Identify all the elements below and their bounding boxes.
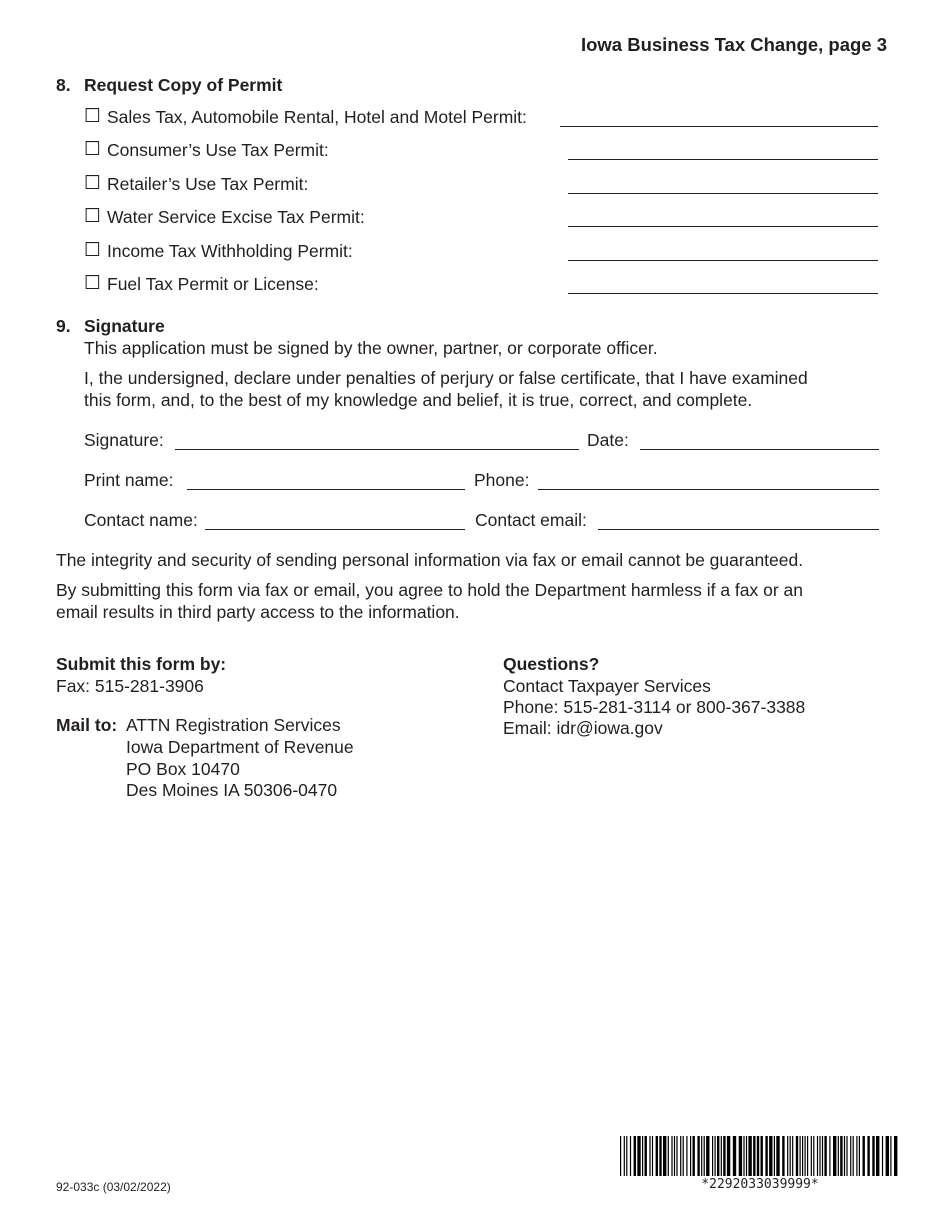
- checkbox-icon[interactable]: ☐: [84, 273, 102, 294]
- barcode-bar: [863, 1136, 865, 1176]
- print-name-label: Print name:: [84, 470, 174, 490]
- checkbox-icon[interactable]: ☐: [84, 173, 102, 194]
- barcode-bar: [715, 1136, 716, 1176]
- date-label: Date:: [587, 430, 629, 450]
- barcode-bar: [800, 1136, 801, 1176]
- barcode-bar: [872, 1136, 874, 1176]
- questions-phone: Phone: 515-281-3114 or 800-367-3388: [503, 697, 806, 717]
- barcode-bar: [787, 1136, 788, 1176]
- permit-number-field[interactable]: [568, 193, 878, 194]
- checkbox-icon[interactable]: ☐: [84, 139, 102, 160]
- permit-number-field[interactable]: [560, 126, 878, 127]
- section-8-title: Request Copy of Permit: [84, 75, 283, 95]
- barcode-bar: [846, 1136, 847, 1176]
- signature-label: Signature:: [84, 430, 164, 450]
- security-notice: The integrity and security of sending personal information via fax or email cannot be guaranteed.: [56, 550, 804, 570]
- barcode-bar: [802, 1136, 803, 1176]
- barcode-bar: [683, 1136, 684, 1176]
- checkbox-icon[interactable]: ☐: [84, 106, 102, 127]
- barcode-bar: [824, 1136, 826, 1176]
- barcode-bar: [723, 1136, 725, 1176]
- barcode-bar: [659, 1136, 661, 1176]
- barcode-bar: [663, 1136, 666, 1176]
- phone-label: Phone:: [474, 470, 530, 490]
- barcode-bar: [811, 1136, 812, 1176]
- barcode-bar: [833, 1136, 836, 1176]
- barcode-bar: [882, 1136, 883, 1176]
- contact-name-label: Contact name:: [84, 510, 198, 530]
- permit-label: Consumer’s Use Tax Permit:: [107, 140, 329, 160]
- print-name-field[interactable]: [187, 489, 465, 490]
- barcode-bar: [761, 1136, 763, 1176]
- barcode-bar: [733, 1136, 736, 1176]
- barcode-bar: [876, 1136, 879, 1176]
- barcode-bar: [782, 1136, 784, 1176]
- harmless-notice-line-2: email results in third party access to the information.: [56, 602, 460, 622]
- barcode-bar: [693, 1136, 695, 1176]
- barcode-bar: [838, 1136, 839, 1176]
- contact-name-field[interactable]: [205, 529, 465, 530]
- barcode-bar: [690, 1136, 691, 1176]
- barcode-bar: [671, 1136, 672, 1176]
- barcode-bar: [624, 1136, 625, 1176]
- barcode-bar: [686, 1136, 687, 1176]
- barcode-bar: [844, 1136, 845, 1176]
- barcode-bar: [701, 1136, 702, 1176]
- barcode-bar: [757, 1136, 759, 1176]
- mail-line-3: PO Box 10470: [126, 759, 240, 779]
- barcode-bar: [859, 1136, 860, 1176]
- barcode-bar: [674, 1136, 675, 1176]
- signature-field[interactable]: [175, 449, 579, 450]
- barcode-bar: [712, 1136, 713, 1176]
- barcode-bar: [774, 1136, 775, 1176]
- barcode-bar: [620, 1136, 621, 1176]
- barcode-bar: [886, 1136, 889, 1176]
- barcode-bar: [642, 1136, 643, 1176]
- barcode-bar: [819, 1136, 820, 1176]
- permit-number-field[interactable]: [568, 159, 878, 160]
- barcode-bar: [792, 1136, 793, 1176]
- barcode-bar: [796, 1136, 798, 1176]
- barcode-bar: [822, 1136, 823, 1176]
- section-9-title: Signature: [84, 316, 165, 336]
- mail-to-label: Mail to:: [56, 715, 118, 735]
- barcode-bar: [748, 1136, 751, 1176]
- signature-intro: This application must be signed by the owner, partner, or corporate officer.: [84, 338, 658, 358]
- barcode-bar: [634, 1136, 636, 1176]
- submit-fax: Fax: 515-281-3906: [56, 676, 204, 696]
- permit-number-field[interactable]: [568, 226, 878, 227]
- barcode-bar: [817, 1136, 818, 1176]
- barcode-bar: [856, 1136, 857, 1176]
- barcode-bar: [753, 1136, 755, 1176]
- barcode-bar: [697, 1136, 699, 1176]
- barcode-bar: [776, 1136, 779, 1176]
- barcode-bar: [680, 1136, 681, 1176]
- barcode-bar: [630, 1136, 631, 1176]
- barcode-bar: [704, 1136, 705, 1176]
- permit-label: Income Tax Withholding Permit:: [107, 241, 353, 261]
- form-id: 92-033c (03/02/2022): [56, 1180, 171, 1194]
- barcode-bar: [840, 1136, 842, 1176]
- barcode-bar: [853, 1136, 854, 1176]
- barcode-bar: [656, 1136, 658, 1176]
- permit-number-field[interactable]: [568, 293, 878, 294]
- questions-line-1: Contact Taxpayer Services: [503, 676, 711, 696]
- barcode-bar: [805, 1136, 806, 1176]
- date-field[interactable]: [640, 449, 879, 450]
- questions-email: Email: idr@iowa.gov: [503, 718, 663, 738]
- barcode-bar: [637, 1136, 640, 1176]
- checkbox-icon[interactable]: ☐: [84, 206, 102, 227]
- questions-heading: Questions?: [503, 654, 600, 674]
- barcode-bar: [867, 1136, 869, 1176]
- permit-label: Sales Tax, Automobile Rental, Hotel and Motel Permit:: [107, 107, 527, 127]
- declaration-line-2: this form, and, to the best of my knowledge and belief, it is true, correct, and complete.: [84, 390, 753, 410]
- contact-email-label: Contact email:: [475, 510, 587, 530]
- barcode-bar: [890, 1136, 891, 1176]
- barcode-bar: [706, 1136, 709, 1176]
- page-title: Iowa Business Tax Change, page 3: [580, 34, 887, 55]
- barcode-bar: [765, 1136, 767, 1176]
- section-8-number: 8.: [56, 75, 71, 95]
- barcode-bar: [829, 1136, 830, 1176]
- mail-line-1: ATTN Registration Services: [126, 715, 341, 735]
- mail-line-2: Iowa Department of Revenue: [126, 737, 354, 757]
- permit-label: Retailer’s Use Tax Permit:: [107, 174, 309, 194]
- checkbox-icon[interactable]: ☐: [84, 240, 102, 261]
- barcode-bar: [813, 1136, 814, 1176]
- contact-email-field[interactable]: [598, 529, 879, 530]
- barcode-bar: [645, 1136, 647, 1176]
- barcode-bar: [626, 1136, 627, 1176]
- barcode-bar: [743, 1136, 744, 1176]
- barcode-bar: [807, 1136, 808, 1176]
- barcode-bar: [649, 1136, 650, 1176]
- barcode-bar: [721, 1136, 722, 1176]
- harmless-notice-line-1: By submitting this form via fax or email, you agree to hold the Department harmless if a fax or an: [56, 580, 804, 600]
- submit-heading: Submit this form by:: [56, 654, 227, 674]
- barcode-bar: [894, 1136, 897, 1176]
- barcode-number: *2292033039999*: [701, 1177, 819, 1192]
- phone-field[interactable]: [538, 489, 879, 490]
- barcode: [620, 1136, 900, 1176]
- barcode-bar: [746, 1136, 747, 1176]
- barcode-bar: [668, 1136, 669, 1176]
- barcode-bar: [769, 1136, 772, 1176]
- barcode-bar: [717, 1136, 719, 1176]
- mail-line-4: Des Moines IA 50306-0470: [126, 780, 338, 800]
- barcode-bar: [739, 1136, 742, 1176]
- declaration-line-1: I, the undersigned, declare under penalties of perjury or false certificate, that I have examined: [84, 368, 808, 388]
- barcode-bar: [727, 1136, 730, 1176]
- barcode-bar: [652, 1136, 653, 1176]
- barcode-bar: [790, 1136, 791, 1176]
- permit-label: Fuel Tax Permit or License:: [107, 274, 319, 294]
- section-9-number: 9.: [56, 316, 71, 336]
- barcode-bar: [676, 1136, 677, 1176]
- permit-number-field[interactable]: [568, 260, 878, 261]
- permit-label: Water Service Excise Tax Permit:: [107, 207, 365, 227]
- barcode-bar: [850, 1136, 851, 1176]
